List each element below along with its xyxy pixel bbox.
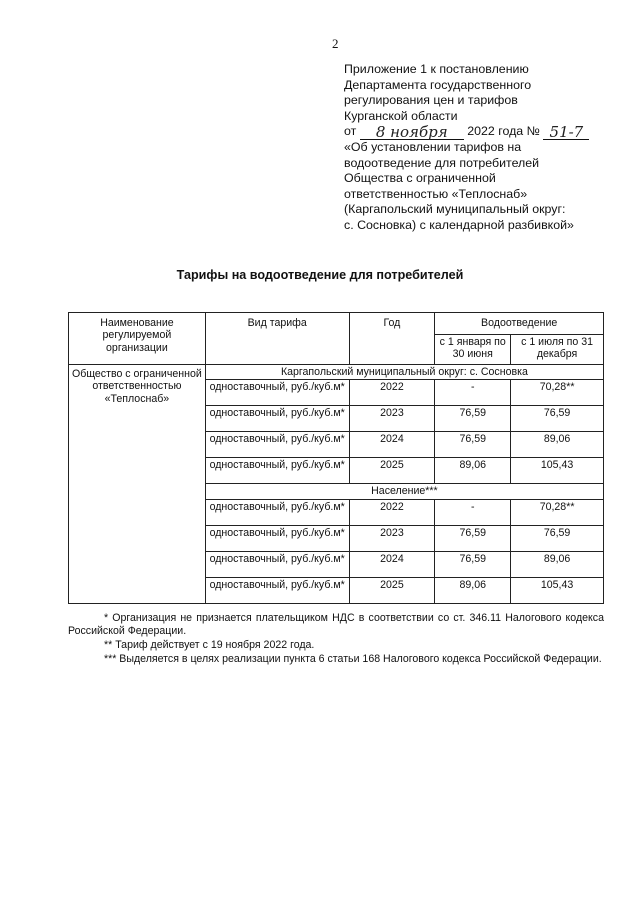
footnote-vat: * Организация не признается плательщиком НДС в соответствии со ст. 346.11 Налогового кодекса Российской Федерации. [68,612,604,637]
second-half-cell: 105,43 [511,458,604,484]
footnote-population: *** Выделяется в целях реализации пункта 6 статьи 168 Налогового кодекса Российской Федерации. [104,653,602,665]
year-cell: 2022 [349,380,435,406]
first-half-cell: 76,59 [435,551,511,577]
year-cell: 2025 [349,458,435,484]
handwritten-number: 51-7 [549,122,584,141]
appendix-header [344,62,624,234]
second-half-cell: 70,28** [511,380,604,406]
date-prefix: от [344,124,357,139]
second-half-cell: 70,28** [511,499,604,525]
second-half-cell: 89,06 [511,551,604,577]
header-water-disposal: Водоотведение [435,313,604,335]
footnote-tariff-date: ** Тариф действует с 19 ноября 2022 года. [104,639,315,651]
year-cell: 2025 [349,577,435,603]
header-first-half: с 1 января по 30 июня [435,335,511,365]
year-cell: 2024 [349,551,435,577]
date-blank [360,122,464,141]
header-year: Год [349,313,435,365]
number-blank [543,122,589,141]
header-line-3: регулирования цен и тарифов [344,93,518,108]
section-municipality: Каргапольский муниципальный округ: с. Сосновка [205,365,603,380]
year-cell: 2023 [349,525,435,551]
handwritten-date: 8 ноября [375,122,448,141]
section-population: Население*** [205,484,603,499]
header-about-1: «Об установлении тарифов на [344,139,522,154]
tariff-table [68,312,604,604]
first-half-cell: - [435,380,511,406]
tariff-type-cell: одноставочный, руб./куб.м* [205,458,349,484]
document-title: Тарифы на водоотведение для потребителей [176,268,464,282]
tariff-type-cell: одноставочный, руб./куб.м* [205,525,349,551]
year-cell: 2023 [349,406,435,432]
tariff-type-cell: одноставочный, руб./куб.м* [205,380,349,406]
second-half-cell: 76,59 [511,406,604,432]
year-cell: 2022 [349,499,435,525]
first-half-cell: 76,59 [435,525,511,551]
header-about-3: Общества с ограниченной [344,171,496,186]
header-about-4: ответственностью «Теплоснаб» [344,186,528,201]
header-org: Наименование регулируемой организации [69,313,206,365]
first-half-cell: 89,06 [435,577,511,603]
section-row [69,365,604,380]
header-date-line [344,124,624,140]
first-half-cell: - [435,499,511,525]
header-line-4: Курганской области [344,108,458,123]
header-about-6: с. Сосновка) с календарной разбивкой» [344,217,574,232]
tariff-type-cell: одноставочный, руб./куб.м* [205,406,349,432]
header-second-half: с 1 июля по 31 декабря [511,335,604,365]
footnotes [68,612,604,667]
header-line-1: Приложение 1 к постановлению [344,62,529,76]
org-name-cell: Общество с ограниченной ответственностью «Теплоснаб» [69,365,206,604]
date-suffix: 2022 года № [467,124,540,139]
first-half-cell: 76,59 [435,432,511,458]
tariff-type-cell: одноставочный, руб./куб.м* [205,432,349,458]
second-half-cell: 105,43 [511,577,604,603]
tariff-type-cell: одноставочный, руб./куб.м* [205,577,349,603]
year-cell: 2024 [349,432,435,458]
header-about-5: (Каргапольский муниципальный округ: [344,202,566,217]
first-half-cell: 89,06 [435,458,511,484]
header-tariff-type: Вид тарифа [205,313,349,365]
table-header-row [69,313,604,335]
header-line-2: Департамента государственного [344,77,532,92]
tariff-type-cell: одноставочный, руб./куб.м* [205,551,349,577]
tariff-type-cell: одноставочный, руб./куб.м* [205,499,349,525]
second-half-cell: 89,06 [511,432,604,458]
page-number: 2 [332,36,339,51]
header-about-2: водоотведение для потребителей [344,155,540,170]
second-half-cell: 76,59 [511,525,604,551]
first-half-cell: 76,59 [435,406,511,432]
